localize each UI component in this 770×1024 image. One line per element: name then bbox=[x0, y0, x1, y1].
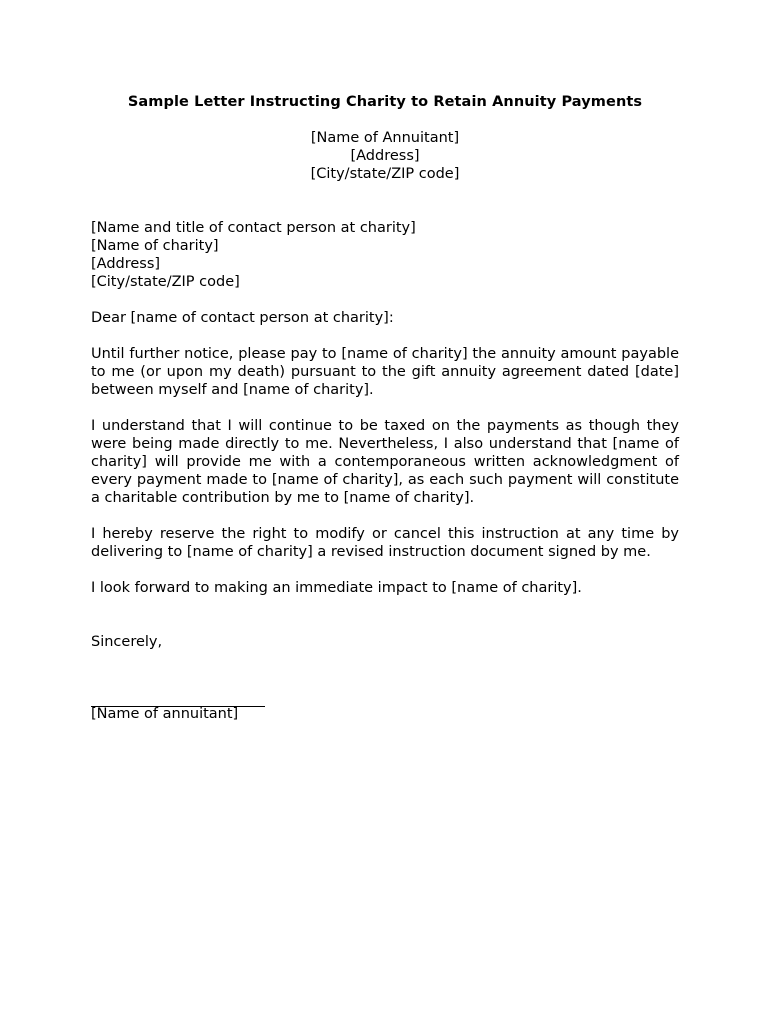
salutation: Dear [name of contact person at charity]: bbox=[91, 310, 394, 326]
recipient-block bbox=[91, 219, 679, 291]
sender-city-state-zip: [City/state/ZIP code] bbox=[310, 166, 460, 182]
letter-title: Sample Letter Instructing Charity to Retain Annuity Payments bbox=[127, 94, 643, 110]
recipient-contact: [Name and title of contact person at charity] bbox=[91, 220, 416, 236]
body-paragraph: Until further notice, please pay to [name of charity] the annuity amount payable to me (or upon my death) pursuant to the gift annuity agreement dated [date] between myself and [name of charity]. bbox=[91, 346, 679, 398]
recipient-address: [Address] bbox=[91, 256, 161, 272]
sender-block bbox=[0, 129, 770, 183]
sender-address: [Address] bbox=[350, 148, 420, 164]
closing: Sincerely, bbox=[91, 634, 163, 650]
signature-name: [Name of annuitant] bbox=[91, 706, 239, 722]
recipient-charity: [Name of charity] bbox=[91, 238, 219, 254]
body-paragraph: I look forward to making an immediate impact to [name of charity]. bbox=[91, 580, 582, 596]
body-paragraph: I understand that I will continue to be taxed on the payments as though they were being made directly to me. Nevertheless, I also understand that [name of charity] will provide me with a contemporaneous written acknowledgment of every payment made to [name of charity], as each such payment will constitute a charitable contribution by me to [name of charity]. bbox=[91, 418, 679, 506]
body-paragraph: I hereby reserve the right to modify or cancel this instruction at any time by delivering to [name of charity] a revised instruction document signed by me. bbox=[91, 526, 679, 560]
recipient-city-state-zip: [City/state/ZIP code] bbox=[91, 274, 240, 290]
sender-name: [Name of Annuitant] bbox=[310, 130, 460, 146]
